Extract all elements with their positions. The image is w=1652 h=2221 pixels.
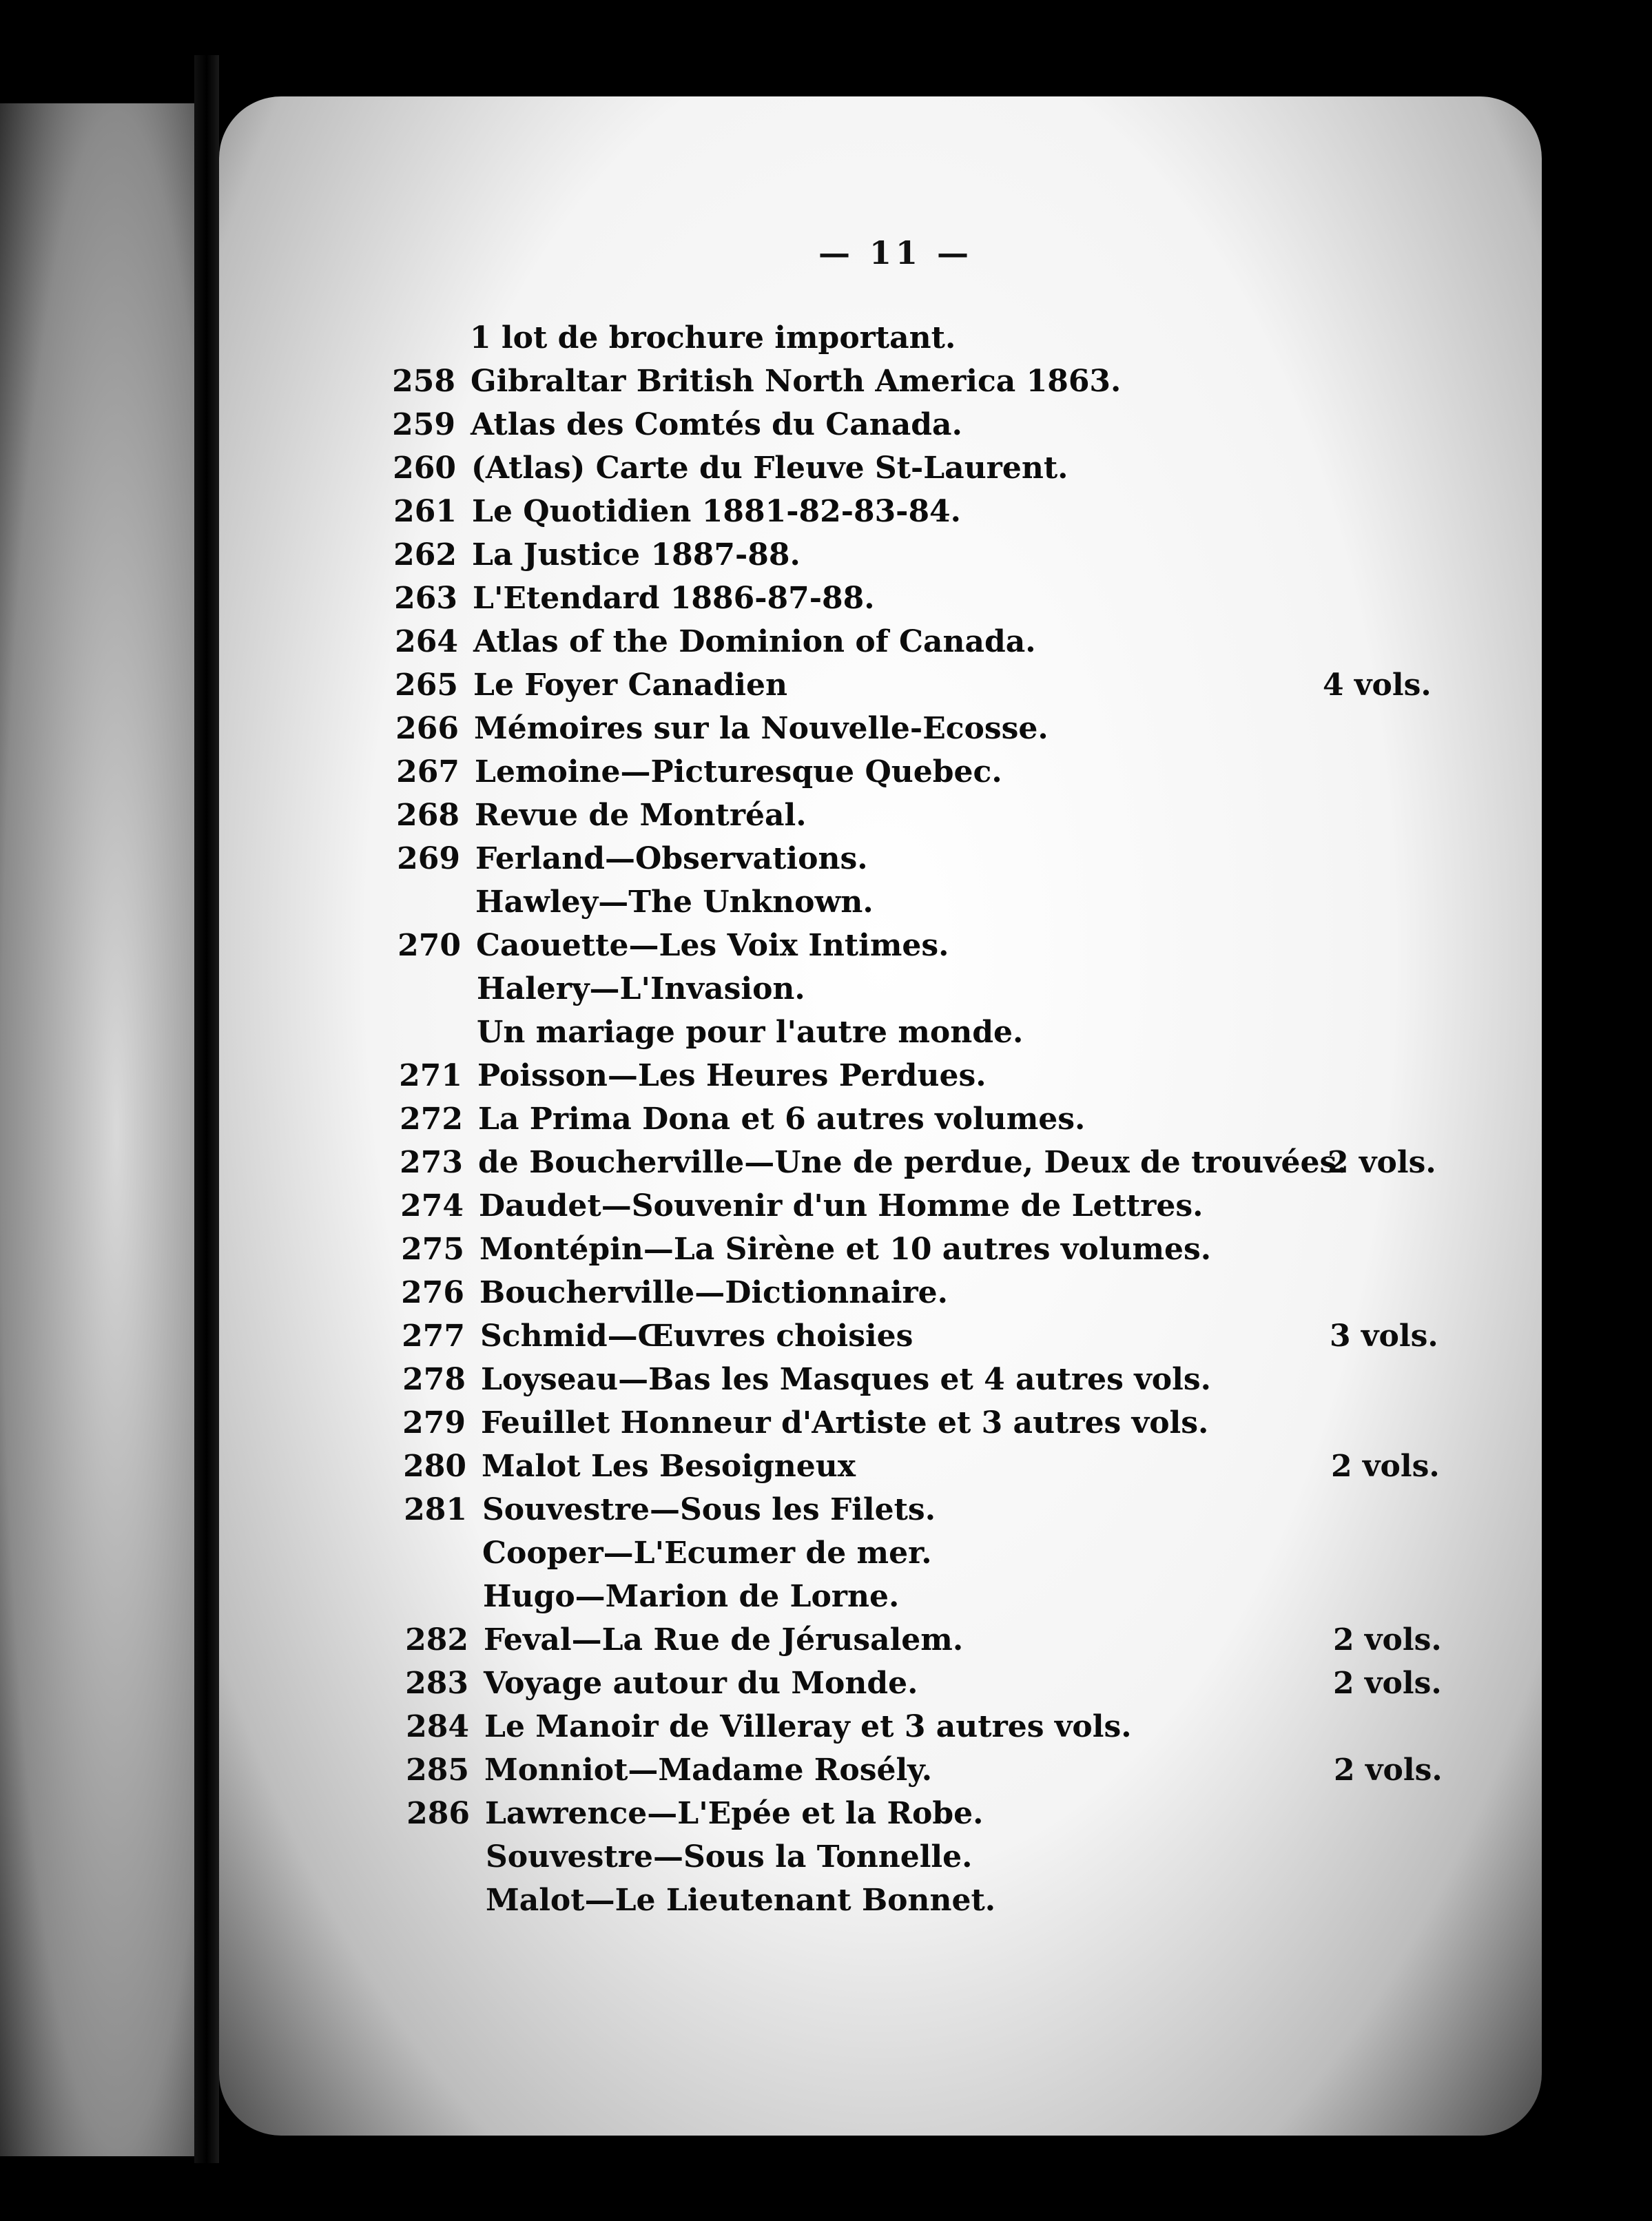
volume-count: 2 vols. — [1333, 1666, 1442, 1701]
lot-number: 261 — [393, 494, 457, 529]
catalogue-entry — [0, 1536, 1584, 1580]
volume-count: 2 vols. — [1331, 1449, 1440, 1484]
catalogue-entry — [0, 711, 1584, 755]
lot-number: 271 — [399, 1058, 462, 1093]
lot-number: 273 — [400, 1145, 463, 1180]
catalogue-entry — [0, 624, 1584, 668]
lot-title: Lemoine—Picturesque Quebec. — [475, 754, 1002, 789]
catalogue-entry — [0, 1275, 1584, 1319]
lot-number: 272 — [400, 1102, 463, 1137]
lot-number: 276 — [401, 1275, 464, 1310]
catalogue-entry — [0, 1232, 1584, 1276]
lot-number: 259 — [392, 407, 455, 442]
lot-title: Monniot—Madame Rosély. — [484, 1753, 933, 1788]
lot-title: Montépin—La Sirène et 10 autres volumes. — [479, 1232, 1212, 1267]
lot-title: Schmid—Œuvres choisies — [480, 1319, 913, 1354]
lot-title: Le Foyer Canadien — [473, 668, 787, 703]
lot-number: 286 — [406, 1796, 470, 1831]
lot-number: 278 — [402, 1362, 466, 1397]
lot-title: Le Quotidien 1881-82-83-84. — [472, 494, 961, 529]
catalogue-entry — [0, 1883, 1584, 1927]
lot-title: Daudet—Souvenir d'un Homme de Lettres. — [479, 1188, 1204, 1223]
lot-title: La Justice 1887-88. — [472, 537, 801, 572]
lot-number: 274 — [400, 1188, 464, 1223]
lot-title: Halery—L'Invasion. — [477, 971, 805, 1006]
lot-number: 279 — [402, 1405, 466, 1440]
lot-title: Hugo—Marion de Lorne. — [483, 1579, 900, 1614]
lot-number: 283 — [405, 1666, 468, 1701]
lot-title: Atlas of the Dominion of Canada. — [473, 624, 1036, 659]
lot-title: Boucherville—Dictionnaire. — [479, 1275, 948, 1310]
volume-count: 2 vols. — [1333, 1622, 1442, 1657]
lot-title: (Atlas) Carte du Fleuve St-Laurent. — [471, 451, 1068, 486]
catalogue-entry — [0, 1622, 1584, 1666]
lot-title: Loyseau—Bas les Masques et 4 autres vols. — [481, 1362, 1211, 1397]
volume-count: 4 vols. — [1323, 668, 1432, 703]
lot-number: 269 — [397, 841, 460, 876]
lot-title: Ferland—Observations. — [475, 841, 868, 876]
catalogue-entry — [0, 1319, 1584, 1363]
lot-number: 270 — [397, 928, 461, 963]
volume-count: 3 vols. — [1330, 1319, 1438, 1354]
lot-title: Revue de Montréal. — [475, 798, 807, 833]
lot-number: 281 — [404, 1492, 467, 1527]
lot-title: Lawrence—L'Epée et la Robe. — [485, 1796, 984, 1831]
lot-title: Poisson—Les Heures Perdues. — [477, 1058, 987, 1093]
volume-count: 2 vols. — [1334, 1753, 1443, 1788]
lot-title: Feval—La Rue de Jérusalem. — [484, 1622, 964, 1657]
lot-title: Feuillet Honneur d'Artiste et 3 autres vols. — [481, 1405, 1209, 1440]
catalogue-entry — [0, 1839, 1584, 1883]
lot-title: Le Manoir de Villeray et 3 autres vols. — [484, 1709, 1132, 1744]
catalogue-entry — [0, 1449, 1584, 1493]
catalogue-entry — [0, 885, 1584, 929]
lot-number: 263 — [394, 581, 457, 616]
lot-number: 285 — [406, 1753, 469, 1788]
lot-title: 1 lot de brochure important. — [470, 320, 956, 355]
catalogue-entry — [0, 668, 1584, 712]
lot-title: Cooper—L'Ecumer de mer. — [482, 1536, 932, 1571]
lot-title: Un mariage pour l'autre monde. — [477, 1015, 1024, 1050]
lot-title: Hawley—The Unknown. — [475, 885, 874, 920]
catalogue-entry — [0, 1015, 1584, 1059]
catalogue-entry — [0, 1753, 1584, 1797]
catalogue-entry — [0, 451, 1584, 495]
catalogue-entry — [0, 1405, 1584, 1449]
volume-count: 2 vols. — [1328, 1145, 1436, 1180]
catalogue-entry — [0, 1492, 1584, 1536]
catalogue-entry — [0, 928, 1584, 972]
catalogue-entry — [0, 494, 1584, 538]
lot-number: 265 — [395, 668, 458, 703]
catalogue-entry — [0, 1188, 1584, 1232]
catalogue-entry — [0, 407, 1584, 451]
catalogue-entry — [0, 1102, 1584, 1146]
lot-number: 280 — [403, 1449, 466, 1484]
lot-number: 275 — [401, 1232, 464, 1267]
catalogue-entry — [0, 798, 1584, 842]
lot-number: 258 — [392, 364, 455, 399]
catalogue-entry — [0, 1058, 1584, 1102]
lot-title: Souvestre—Sous les Filets. — [482, 1492, 936, 1527]
lot-number: 268 — [396, 798, 460, 833]
lot-number: 277 — [402, 1319, 465, 1354]
lot-title: La Prima Dona et 6 autres volumes. — [478, 1102, 1086, 1137]
lot-title: Souvestre—Sous la Tonnelle. — [486, 1839, 973, 1874]
catalogue-entry — [0, 1796, 1584, 1840]
lot-number: 267 — [396, 754, 460, 789]
lot-title: L'Etendard 1886-87-88. — [473, 581, 875, 616]
lot-number: 260 — [393, 451, 456, 486]
catalogue-entry — [0, 1709, 1584, 1753]
lot-title: de Boucherville—Une de perdue, Deux de trouvées. — [478, 1145, 1348, 1180]
catalogue-entry — [0, 1362, 1584, 1406]
catalogue-entry — [0, 1579, 1584, 1623]
catalogue-entry — [0, 537, 1584, 581]
lot-title: Malot Les Besoigneux — [482, 1449, 856, 1484]
lot-number: 264 — [395, 624, 458, 659]
catalogue-entry — [0, 364, 1584, 408]
catalogue-entry — [0, 1666, 1584, 1710]
lot-title: Caouette—Les Voix Intimes. — [476, 928, 949, 963]
lot-number: 266 — [395, 711, 459, 746]
catalogue-entry — [0, 320, 1584, 364]
lot-title: Voyage autour du Monde. — [484, 1666, 918, 1701]
catalogue-entry — [0, 581, 1584, 625]
lot-number: 282 — [405, 1622, 468, 1657]
catalogue-entry — [0, 841, 1584, 885]
lot-title: Malot—Le Lieutenant Bonnet. — [486, 1883, 996, 1918]
lot-number: 284 — [406, 1709, 469, 1744]
lot-number: 262 — [393, 537, 457, 572]
lot-title: Atlas des Comtés du Canada. — [471, 407, 962, 442]
page-number: — 11 — — [818, 234, 973, 271]
lot-title: Mémoires sur la Nouvelle-Ecosse. — [474, 711, 1049, 746]
lot-title: Gibraltar British North America 1863. — [471, 364, 1122, 399]
catalogue-entry — [0, 971, 1584, 1015]
catalogue-entry — [0, 1145, 1584, 1189]
catalogue-entry — [0, 754, 1584, 798]
